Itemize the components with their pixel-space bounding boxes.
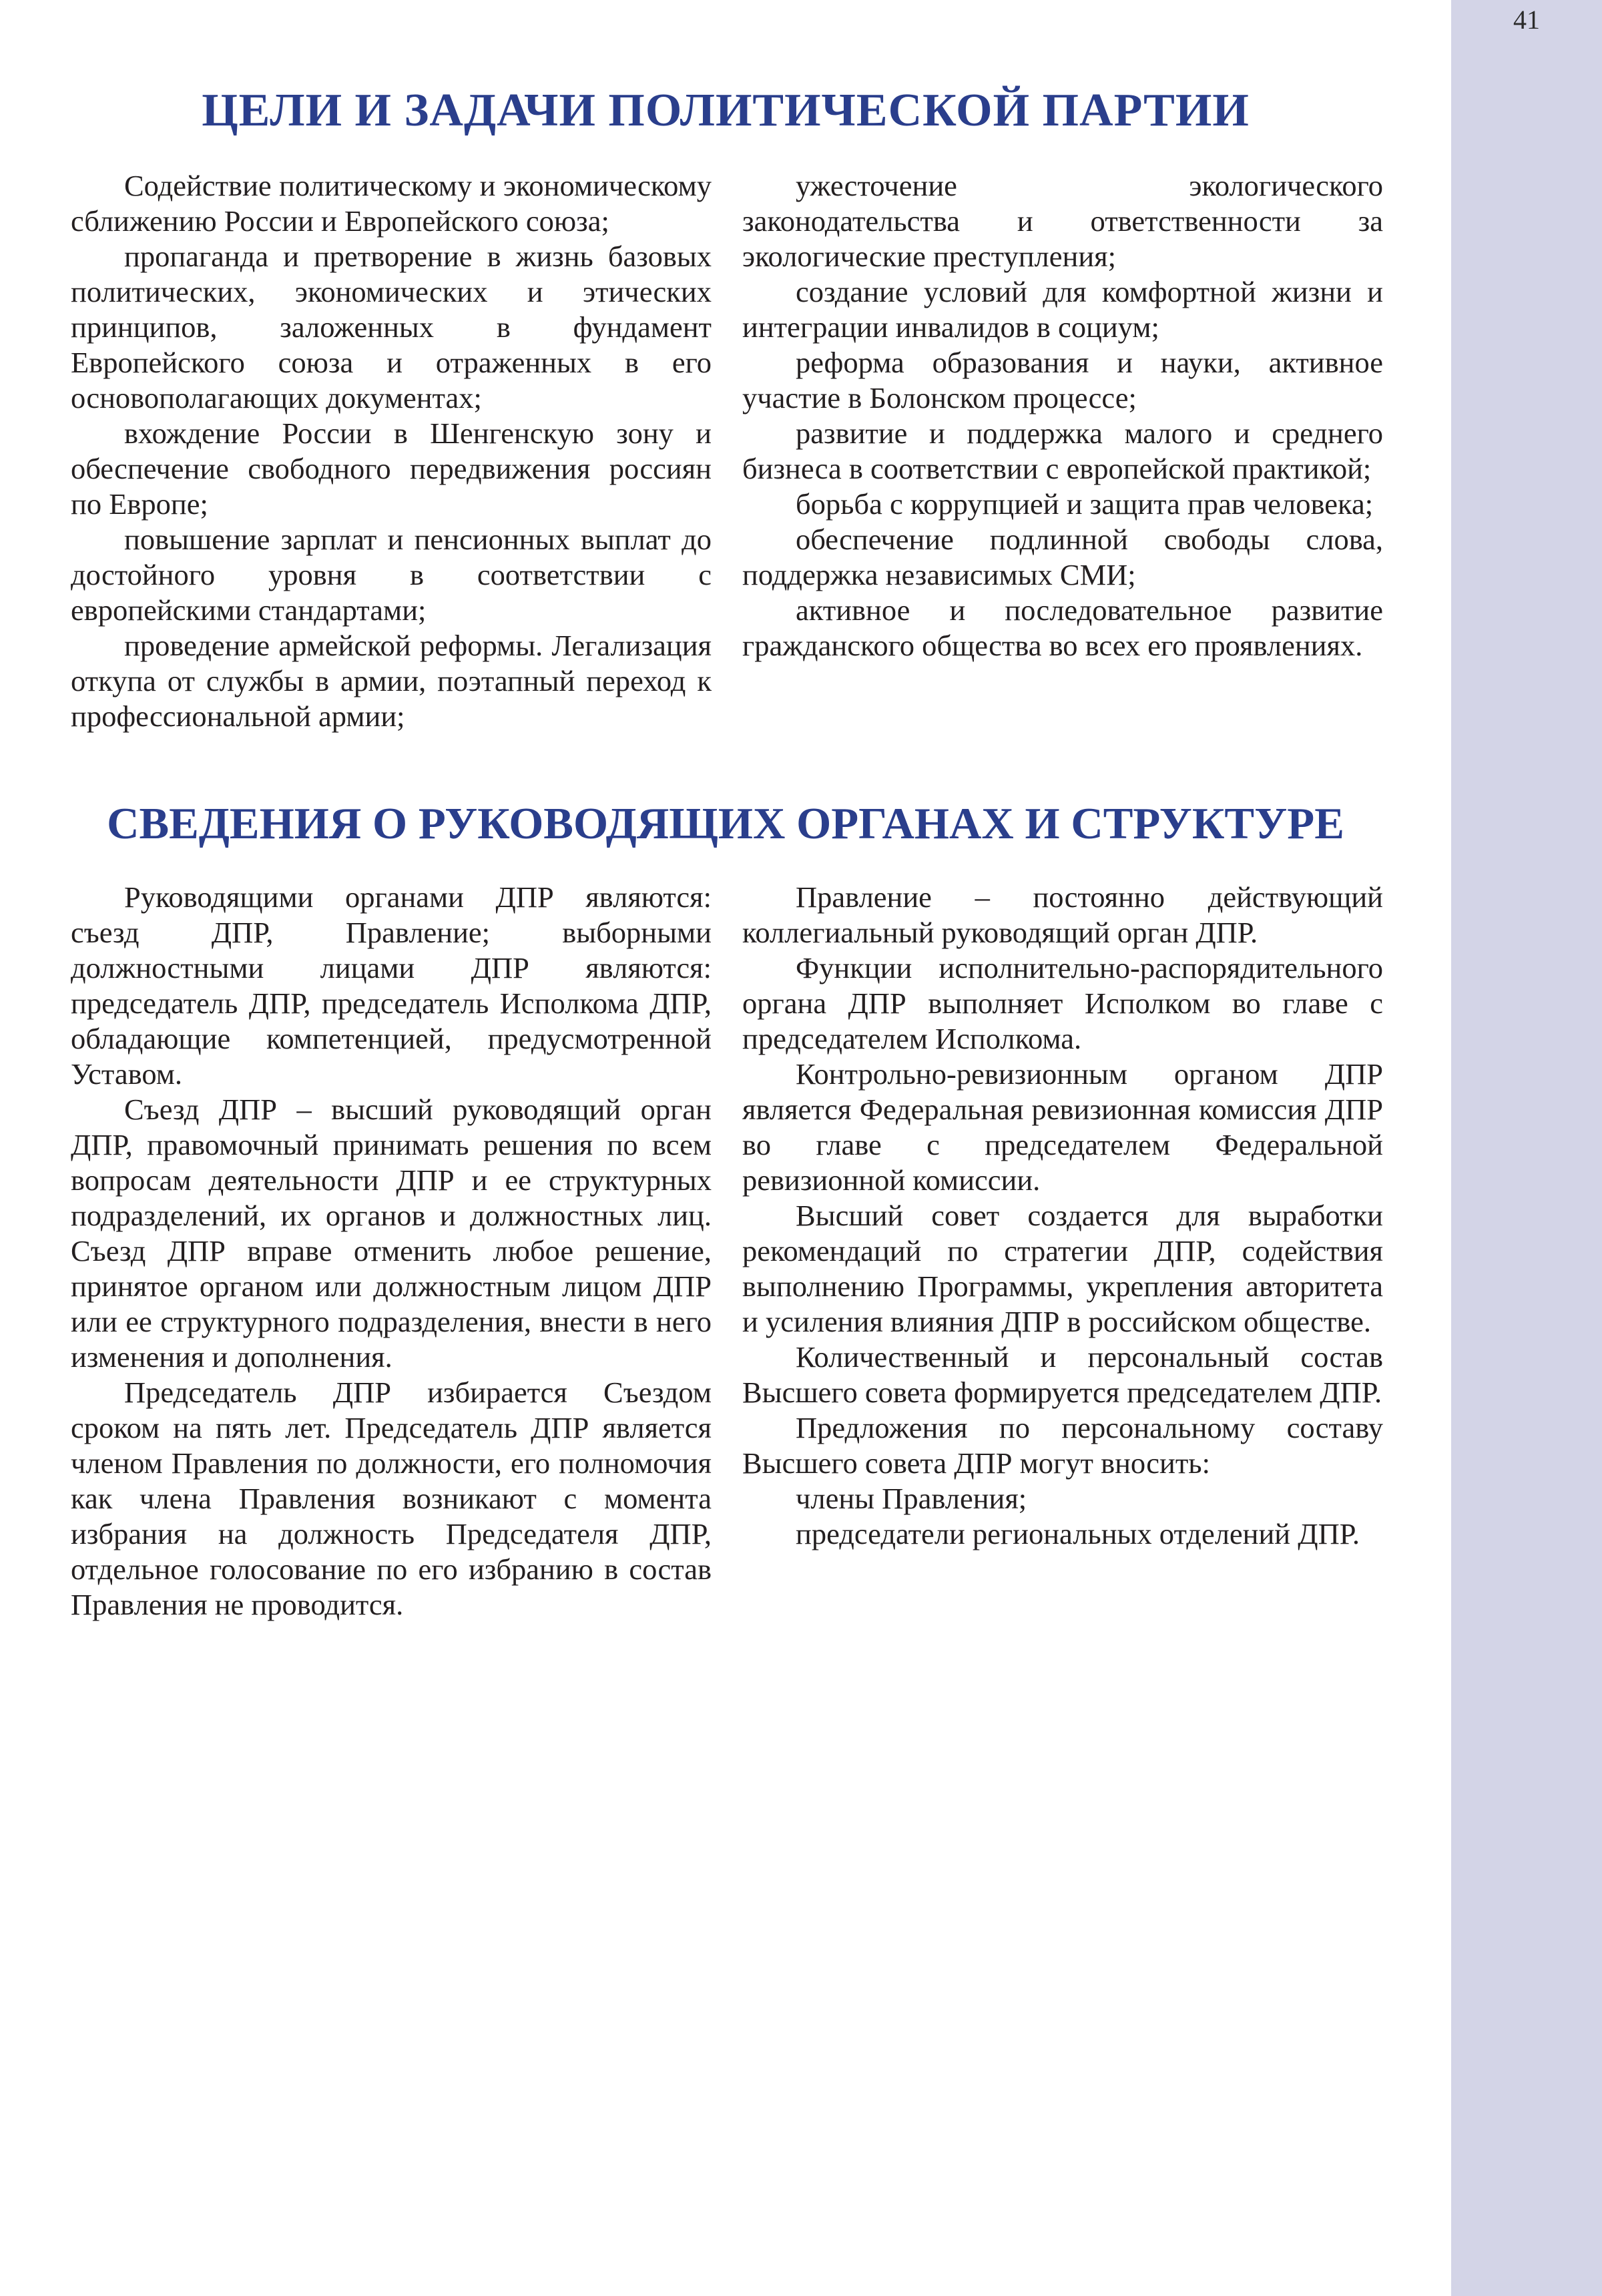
goals-column-left	[71, 168, 712, 734]
paragraph: активное и последовательное развитие гражданского общества во всех его проявлениях.	[742, 593, 1383, 662]
paragraph: обеспечение подлинной свободы слова, поддержка независимых СМИ;	[742, 523, 1383, 591]
paragraph: члены Правления;	[796, 1482, 1027, 1515]
paragraph: председатели региональных отделений ДПР.	[796, 1517, 1360, 1550]
paragraph: Количественный и персональный состав Высшего совета формируется председателем ДПР.	[742, 1340, 1383, 1409]
paragraph: борьба с коррупцией и защита прав человека;	[796, 487, 1374, 521]
page-number: 41	[1513, 5, 1540, 35]
paragraph: вхождение России в Шенгенскую зону и обеспечение свободного передвижения россиян по Европе;	[71, 416, 712, 521]
paragraph: Председатель ДПР избирается Съездом сроком на пять лет. Председатель ДПР является членом Правления по должности, его полномочия как члена Правления возникают с момента избрания на должность Председателя ДПР, отдельное голосование по его избранию в состав Правления не проводится.	[71, 1376, 712, 1621]
paragraph: Предложения по персональному составу Высшего совета ДПР могут вносить:	[742, 1411, 1383, 1480]
side-strip	[1451, 0, 1602, 2296]
structure-column-left	[71, 880, 712, 1623]
paragraph: ужесточение экологического законодательства и ответственности за экологические преступления;	[742, 169, 1383, 273]
section-title-goals: ЦЕЛИ И ЗАДАЧИ ПОЛИТИЧЕСКОЙ ПАРТИИ	[202, 85, 1250, 136]
paragraph: Содействие политическому и экономическому сближению России и Европейского союза;	[71, 169, 712, 238]
section-title-structure: СВЕДЕНИЯ О РУКОВОДЯЩИХ ОРГАНАХ И СТРУКТУРЕ	[107, 799, 1344, 848]
paragraph: Руководящими органами ДПР являются: съезд ДПР, Правление; выборными должностными лицами ДПР являются: председатель ДПР, председатель Исполкома ДПР, обладающие компетенцией, предусмотренной Уставом.	[71, 880, 712, 1091]
paragraph: Функции исполнительно-распорядительного органа ДПР выполняет Исполком во главе с председателем Исполкома.	[742, 951, 1383, 1055]
goals-column-right	[742, 168, 1383, 663]
paragraph: реформа образования и науки, активное участие в Болонском процессе;	[742, 346, 1383, 414]
paragraph: Съезд ДПР – высший руководящий орган ДПР, правомочный принимать решения по всем вопросам деятельности ДПР и ее структурных подразделений, их органов и должностных лиц. Съезд ДПР вправе отменить любое решение, принятое органом или должностным лицом ДПР или ее структурного подразделения, внести в него изменения и дополнения.	[71, 1093, 712, 1374]
structure-column-right	[742, 880, 1383, 1552]
paragraph: Высший совет создается для выработки рекомендаций по стратегии ДПР, содействия выполнению Программы, укрепления авторитета и усиления влияния ДПР в российском обществе.	[742, 1199, 1383, 1338]
paragraph: Контрольно-ревизионным органом ДПР является Федеральная ревизионная комиссия ДПР во главе с председателем Федеральной ревизионной комиссии.	[742, 1057, 1383, 1197]
paragraph: Правление – постоянно действующий коллегиальный руководящий орган ДПР.	[742, 880, 1383, 949]
paragraph: создание условий для комфортной жизни и интеграции инвалидов в социум;	[742, 275, 1383, 344]
paragraph: развитие и поддержка малого и среднего бизнеса в соответствии с европейской практикой;	[742, 416, 1383, 485]
paragraph: проведение армейской реформы. Легализация откупа от службы в армии, поэтапный переход к профессиональной армии;	[71, 629, 712, 733]
paragraph: пропаганда и претворение в жизнь базовых политических, экономических и этических принципов, заложенных в фундамент Европейского союза и отраженных в его основополагающих документах;	[71, 240, 712, 414]
paragraph: повышение зарплат и пенсионных выплат до достойного уровня в соответствии с европейскими стандартами;	[71, 523, 712, 627]
